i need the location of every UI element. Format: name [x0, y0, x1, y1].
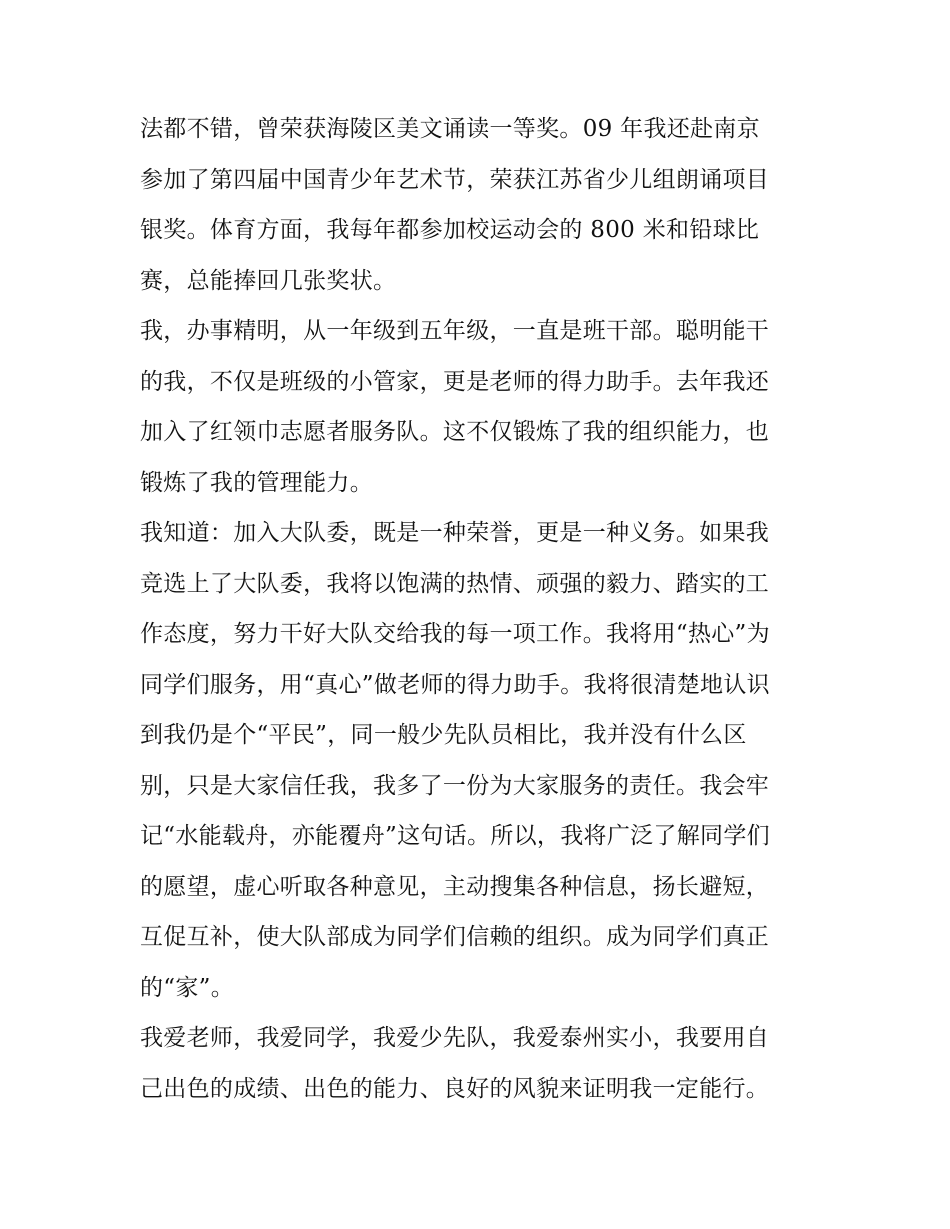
text-line: 记“水能载舟，亦能覆舟”这句话。所以，我将广泛了解同学们: [140, 823, 770, 849]
text-line: 作态度，努力干好大队交给我的每一项工作。我将用“热心”为: [140, 621, 770, 647]
text-line: 法都不错，曾荣获海陵区美文诵读一等奖。09 年我还赴南京: [140, 116, 760, 142]
text-line: 加入了红领巾志愿者服务队。这不仅锻炼了我的组织能力，也: [140, 419, 770, 445]
text-line: 赛，总能捧回几张奖状。: [140, 267, 397, 294]
text-line: 别，只是大家信任我，我多了一份为大家服务的责任。我会牢: [140, 772, 770, 799]
text-line: 的愿望，虚心听取各种意见，主动搜集各种信息，扬长避短，: [140, 873, 770, 900]
document-body: [140, 104, 820, 1114]
text-line: 银奖。体育方面，我每年都参加校运动会的 800 米和铅球比: [140, 217, 760, 243]
text-line: 的我，不仅是班级的小管家，更是老师的得力助手。去年我还: [140, 368, 770, 395]
text-line: 己出色的成绩、出色的能力、良好的风貌来证明我一定能行。: [140, 1075, 770, 1102]
text-line: 我爱老师，我爱同学，我爱少先队，我爱泰州实小，我要用自: [140, 1025, 770, 1051]
text-line: 锻炼了我的管理能力。: [140, 469, 373, 496]
text-line: 我，办事精明，从一年级到五年级，一直是班干部。聪明能干: [140, 318, 770, 344]
text-line: 竞选上了大队委，我将以饱满的热情、顽强的毅力、踏实的工: [140, 570, 770, 597]
text-line: 同学们服务，用“真心”做老师的得力助手。我将很清楚地认识: [140, 671, 770, 698]
text-line: 参加了第四届中国青少年艺术节，荣获江苏省少儿组朗诵项目: [140, 166, 770, 193]
text-line: 我知道：加入大队委，既是一种荣誉，更是一种义务。如果我: [140, 520, 770, 546]
text-line: 互促互补，使大队部成为同学们信赖的组织。成为同学们真正: [140, 924, 770, 950]
text-line: 到我仍是个“平民”，同一般少先队员相比，我并没有什么区: [140, 722, 747, 748]
text-line: 的“家”。: [140, 974, 235, 1001]
